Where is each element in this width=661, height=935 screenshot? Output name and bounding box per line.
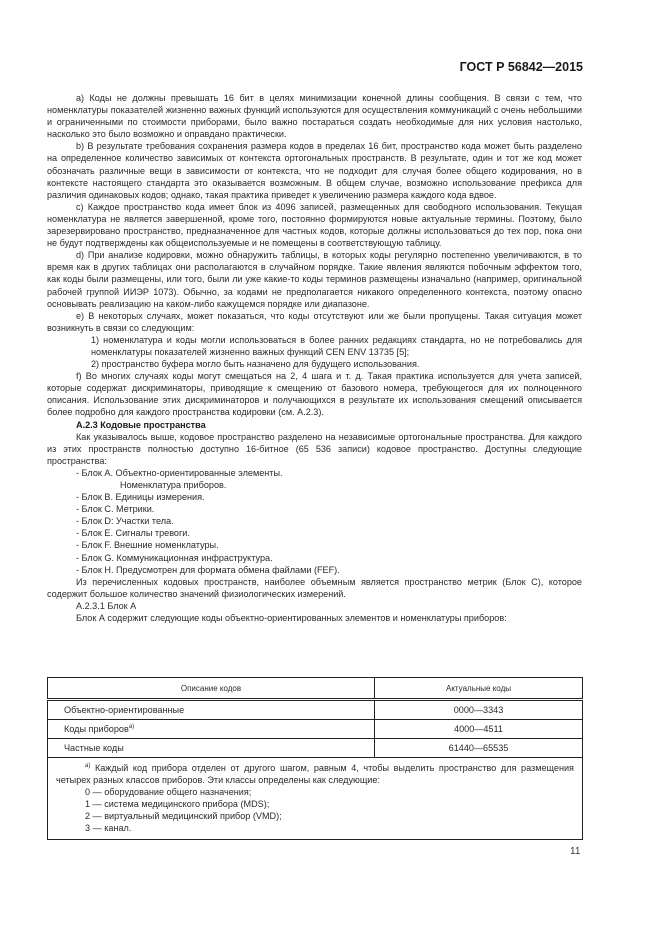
block-list-item: - Блок В. Единицы измерения. [76,492,205,503]
cell-codes: 0000—3343 [375,700,583,720]
block-list-item-continuation: Номенклатура приборов. [120,480,227,490]
page-number: 11 [570,846,581,857]
table-footnote [48,758,583,840]
block-list-item: - Блок Е. Сигналы тревоги. [76,528,190,539]
footnote-marker: а) [85,762,91,769]
column-header-description: Описание кодов [48,678,375,700]
block-list-item: - Блок F. Внешние номенклатуры. [76,540,219,551]
standard-id-header: ГОСТ Р 56842—2015 [459,60,583,74]
paragraph-f: f) Во многих случаях коды могут смещаться на 2, 4 шага и т. д. Такая практика используется для учета записей, которые содержат дискриминаторы, приводящие к смещению от базового номера, требующегося для их полноценного описания. Использование этих дискриминаторов и получающихся в результате их использования смещений описывается более подробно для каждого пространства кодировки (см. А.2.3). [47,371,582,418]
paragraph-d: d) При анализе кодировки, можно обнаружить таблицы, в которых коды регулярно постепенно увеличиваются, в то время как в других таблицах они располагаются в случайном порядке. Такие явления являются побочным эффектом того, как коды были размещены, или того, были ли уже какие-то коды терминов размещены изначально (например, оригинальной рабочей группой ИИЭР 1073). Обычно, за кодами не предполагается никакого определенного контекста, поэтому опасно основывать реализацию на каком-либо кажущемся порядке или диапазоне. [47,250,582,309]
table-row [48,720,583,739]
paragraph-b: b) В результате требования сохранения размера кодов в пределах 16 бит, пространство кода может быть разделено на определенное количество зависимых от контекста ортогональных пространств. В результате, один и тот же код может обозначать различные вещи в зависимости от контекста, что не подходит для случая более общего кодирования, но в контексте настоящего стандарта это оказывается возможным. В общем случае, возможно использование префикса для различия одинаковых кодов; однако, такая практика приведет к увеличению размера каждого кода вдвое. [47,141,582,200]
section-heading: А.2.3 Кодовые пространства [76,419,206,430]
block-list-item: - Блок D: Участки тела. [76,516,174,527]
table-row [48,700,583,720]
footnote-item: 2 — виртуальный медицинский прибор (VMD); [85,811,282,822]
cell-description: Коды приборов$^{а)}$ [48,720,375,739]
cell-codes: 61440—65535 [375,739,583,758]
footnote-text: $^{а)}$ Каждый код прибора отделен от другого шагом, равным 4, чтобы выделить пространство для размещения четырех разных классов приборов. Эти классы определены как следующие: [56,762,574,786]
paragraph-e: е) В некоторых случаях, может показаться, что коды отсутствуют или же были пропущены. Такая ситуация может возникнуть в связи со следующим: [47,310,582,333]
block-list-item: - Блок G. Коммуникационная инфраструктура. [76,552,273,563]
table-intro: Блок А содержит следующие коды объектно-ориентированных элементов и номенклатуры приборов: [76,613,507,624]
footnote-item: 1 — система медицинского прибора (MDS); [85,799,270,810]
subsection-heading: А.2.3.1 Блок А [76,600,137,611]
document-body [47,92,582,624]
paragraph-e-item-1: 1) номенклатура и коды могли использоваться в более ранних редакциях стандарта, но не потребовались для номенклатуры показателей жизненно важных функций CEN ENV 13735 [5]; [91,334,582,357]
cell-description: Объектно-ориентированные [48,700,375,720]
codes-table [47,677,583,840]
footnote-item: 3 — канал. [85,823,132,834]
column-header-codes: Актуальные коды [375,678,583,700]
footnote-marker: а) [128,723,135,730]
table-footnote-row [48,758,583,840]
paragraph-a: а) Коды не должны превышать 16 бит в целях минимизации конечной длины сообщения. В связи с тем, что номенклатуры показателей жизненно важных функций используются для осуществления коммуникаций с очень небольшими и ограниченными по стоимости приборами, было важно постараться создать необходимые для них условия настолько, насколько это было возможно и оправдано практически. [47,93,582,140]
block-list-item: - Блок С. Метрики. [76,504,155,515]
footnote-item: 0 — оборудование общего назначения; [85,787,252,798]
block-list-item: - Блок А. Объектно-ориентированные элементы. [76,467,283,478]
paragraph-e-item-2: 2) пространство буфера могло быть назначено для будущего использования. [91,359,420,370]
section-intro: Как указывалось выше, кодовое пространство разделено на независимые ортогональные пространства. Для каждого из этих пространств полностью доступно 16-битное (65 536 записи) кодовое пространство. Доступны следующие пространства: [47,431,582,466]
section-summary: Из перечисленных кодовых пространств, наиболее объемным является пространство метрик (Блок С), которое содержит большое количество значений физиологических измерений. [47,576,582,599]
block-list-item: - Блок Н. Предусмотрен для формата обмена файлами (FEF). [76,564,340,575]
cell-codes: 4000—4511 [375,720,583,739]
paragraph-c: с) Каждое пространство кода имеет блок из 4096 записей, размещенных для свободного использования. Текущая номенклатура не является завершенной, кроме того, постоянно формируются новые актуальные термины. Поэтому, было зарезервировано пространство, предназначенное для частных кодов, которые должны использоваться до тех пор, пока они не будут подтверждены как общеиспользуемые и не помещены в соответствующую таблицу. [47,201,582,249]
table-row [48,739,583,758]
cell-description: Частные коды [48,739,375,758]
table-header-row [48,678,583,700]
